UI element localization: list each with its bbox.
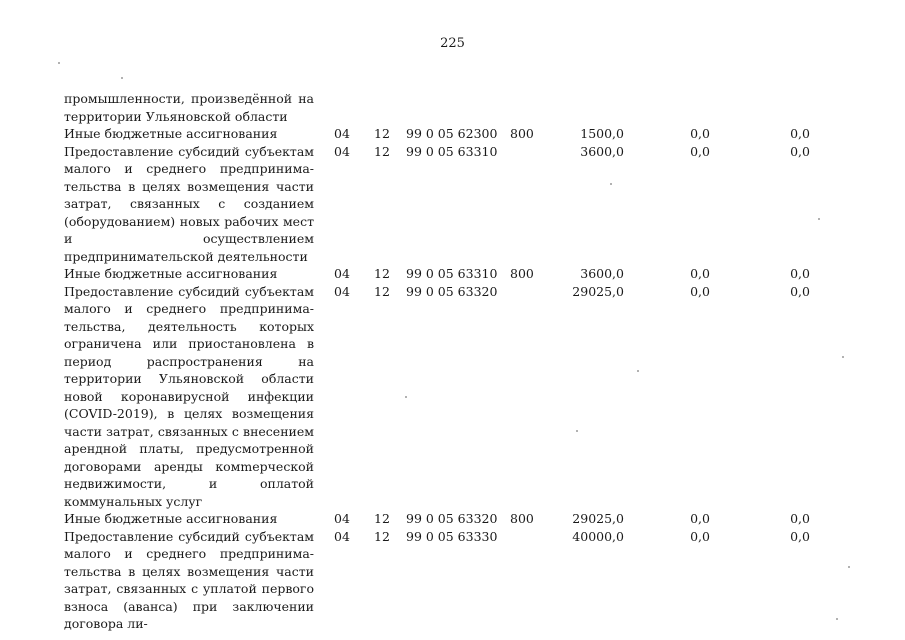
amount-year-2: 0,0: [690, 283, 710, 299]
row-description: Иные бюджетные ассигнования: [64, 266, 278, 281]
table-row: [64, 265, 844, 283]
target-article-code: 99 0 05 63330: [406, 528, 498, 544]
section-code: 04: [334, 126, 350, 141]
row-description: Предоставление субсидий субъектам малого и среднего предпринимательства в целях возмещения части затрат, связанных с уплатой первого взноса (аванса) при заключении договора ли-: [64, 528, 314, 631]
scan-speck: [576, 430, 578, 432]
table-row: [64, 90, 844, 125]
amount-year-3: 0,0: [790, 126, 810, 141]
amount-year-2: 0,0: [690, 266, 710, 281]
amount-year-1: 3600,0: [580, 266, 624, 281]
subsection-code: 12: [374, 266, 390, 281]
section-code: 04: [334, 143, 350, 159]
table-row: [64, 283, 844, 511]
table-row: [64, 528, 844, 633]
amount-year-1: 29025,0: [572, 283, 624, 299]
amount-year-2: 0,0: [690, 511, 710, 526]
row-description: Иные бюджетные ассигнования: [64, 126, 278, 141]
amount-year-3: 0,0: [790, 283, 810, 299]
amount-year-2: 0,0: [690, 126, 710, 141]
target-article-code: 99 0 05 63320: [406, 283, 498, 299]
subsection-code: 12: [374, 126, 390, 141]
section-code: 04: [334, 511, 350, 526]
target-article-code: 99 0 05 63310: [406, 266, 498, 281]
table-row: [64, 143, 844, 266]
amount-year-2: 0,0: [690, 528, 710, 544]
amount-year-3: 0,0: [790, 266, 810, 281]
row-description: Иные бюджетные ассигнования: [64, 511, 278, 526]
section-code: 04: [334, 266, 350, 281]
expense-type-code: 800: [510, 126, 534, 141]
amount-year-1: 29025,0: [572, 511, 624, 526]
row-description: Предоставление субсидий субъектам малого и среднего предпринимательства, деятельность которых ограничена или приостановлена в период распространения на территории Ульяновской области новой коронавирусной инфекции (COVID-2019), в целях возмещения части затрат, связанных с внесением арендной платы, предусмотренной договорами аренды комmерческой недвижимости, и оплатой коммунальных услуг: [64, 283, 314, 509]
amount-year-2: 0,0: [690, 143, 710, 159]
budget-table: [64, 90, 844, 633]
target-article-code: 99 0 05 63310: [406, 143, 498, 159]
target-article-code: 99 0 05 63320: [406, 511, 498, 526]
scan-speck: [818, 218, 820, 220]
amount-year-1: 3600,0: [580, 143, 624, 159]
subsection-code: 12: [374, 143, 390, 159]
row-description: промышленности, произведённой на территории Ульяновской области: [64, 91, 314, 124]
expense-type-code: 800: [510, 511, 534, 526]
scan-speck: [637, 370, 639, 372]
amount-year-1: 40000,0: [572, 528, 624, 544]
expense-type-code: 800: [510, 266, 534, 281]
table-row: [64, 125, 844, 143]
row-description: Предоставление субсидий субъектам малого и среднего предпринимательства в целях возмещения части затрат, связанных с созданием (оборудованием) новых рабочих мест и осуществлением предпринимательской деятельности: [64, 143, 314, 264]
scan-speck: [836, 618, 838, 620]
scan-speck: [58, 62, 60, 64]
amount-year-1: 1500,0: [580, 126, 624, 141]
section-code: 04: [334, 283, 350, 299]
page-number: 225: [440, 36, 465, 51]
amount-year-3: 0,0: [790, 511, 810, 526]
section-code: 04: [334, 528, 350, 544]
amount-year-3: 0,0: [790, 143, 810, 159]
scan-speck: [405, 396, 407, 398]
subsection-code: 12: [374, 528, 390, 544]
scan-speck: [842, 356, 844, 358]
scan-speck: [121, 77, 123, 79]
table-row: [64, 510, 844, 528]
subsection-code: 12: [374, 283, 390, 299]
scan-speck: [610, 183, 612, 185]
amount-year-3: 0,0: [790, 528, 810, 544]
target-article-code: 99 0 05 62300: [406, 126, 498, 141]
subsection-code: 12: [374, 511, 390, 526]
scan-speck: [848, 566, 850, 568]
